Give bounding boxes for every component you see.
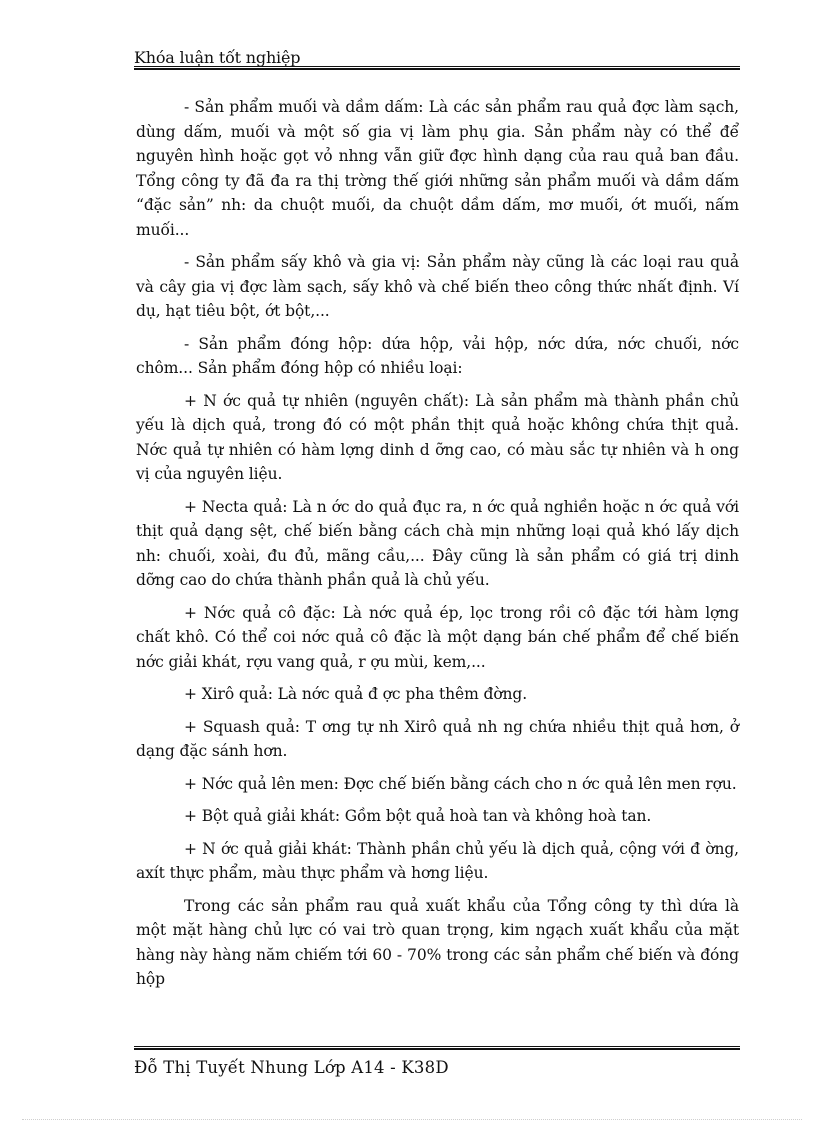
header-divider — [134, 66, 740, 70]
paragraph: + Bột quả giải khát: Gồm bột quả hoà tan và không hoà tan. — [184, 807, 652, 825]
paragraph: - Sản phẩm muối và dầm dấm: Là các sản phẩm rau quả đợc làm sạch, dùng dấm, muối và một số gia vị làm phụ gia. Sản phẩm này có thể để nguyên hình hoặc gọt vỏ nhng vẫn giữ đợc hình dạng của rau quả ban đầu. Tổng công ty đã đa ra thị trờng thế giới những sản phẩm muối và dầm dấm “đặc sản” nh: da chuột muối, da chuột dầm dấm, mơ muối, ớt muối, nấm muối... — [136, 98, 739, 239]
paragraph: + Xirô quả: Là nớc quả đ ợc pha thêm đờng. — [184, 685, 528, 703]
paragraph: + Necta quả: Là n ớc do quả đục ra, n ớc quả nghiền hoặc n ớc quả với thịt quả dạng sệt, chế biến bằng cách chà mịn những loại quả khó lấy dịch nh: chuối, xoài, đu đủ, mãng cầu,... Đây cũng là sản phẩm có giá trị dinh dỡng cao do chứa thành phần quả là chủ yếu. — [136, 497, 739, 589]
page-edge-dotted-line — [22, 1119, 802, 1120]
paragraph: + Nớc quả cô đặc: Là nớc quả ép, lọc trong rồi cô đặc tới hàm lợng chất khô. Có thể coi nớc quả cô đặc là một dạng bán chế phẩm để chế biến nớc giải khát, rợu vang quả, r ợu mùi, kem,... — [136, 603, 739, 671]
body-text — [136, 95, 739, 1000]
paragraph: + Nớc quả lên men: Đợc chế biến bằng cách cho n ớc quả lên men rợu. — [184, 774, 737, 793]
paragraph: + N ớc quả giải khát: Thành phần chủ yếu là dịch quả, cộng với đ ờng, axít thực phẩm, màu thực phẩm và hơng liệu. — [136, 839, 739, 882]
paragraph: + Squash quả: T ơng tự nh Xirô quả nh ng chứa nhiều thịt quả hơn, ở dạng đặc sánh hơn. — [136, 717, 739, 760]
paragraph: + N ớc quả tự nhiên (nguyên chất): Là sản phẩm mà thành phần chủ yếu là dịch quả, trong đó có một phần thịt quả hoặc không chứa thịt quả. Nớc quả tự nhiên có hàm lợng dinh d ỡng cao, có màu sắc tự nhiên và h ong vị của nguyên liệu. — [136, 391, 739, 483]
footer-divider — [134, 1046, 740, 1050]
paragraph: - Sản phẩm đóng hộp: dứa hộp, vải hộp, nớc dứa, nớc chuối, nớc chôm... Sản phẩm đóng hộp có nhiều loại: — [136, 334, 739, 377]
page-header-title: Khóa luận tốt nghiệp — [134, 48, 301, 67]
paragraph: Trong các sản phẩm rau quả xuất khẩu của Tổng công ty thì dứa là một mặt hàng chủ lực có vai trò quan trọng, kim ngạch xuất khẩu của mặt hàng này hàng năm chiếm tới 60 - 70% trong các sản phẩm chế biến và đóng hộp — [136, 896, 739, 988]
paragraph: - Sản phẩm sấy khô và gia vị: Sản phẩm này cũng là các loại rau quả và cây gia vị đợc làm sạch, sấy khô và chế biến theo công thức nhất định. Ví dụ, hạt tiêu bột, ớt bột,... — [136, 253, 739, 320]
page-footer-author: Đỗ Thị Tuyết Nhung Lớp A14 - K38D — [134, 1058, 449, 1077]
